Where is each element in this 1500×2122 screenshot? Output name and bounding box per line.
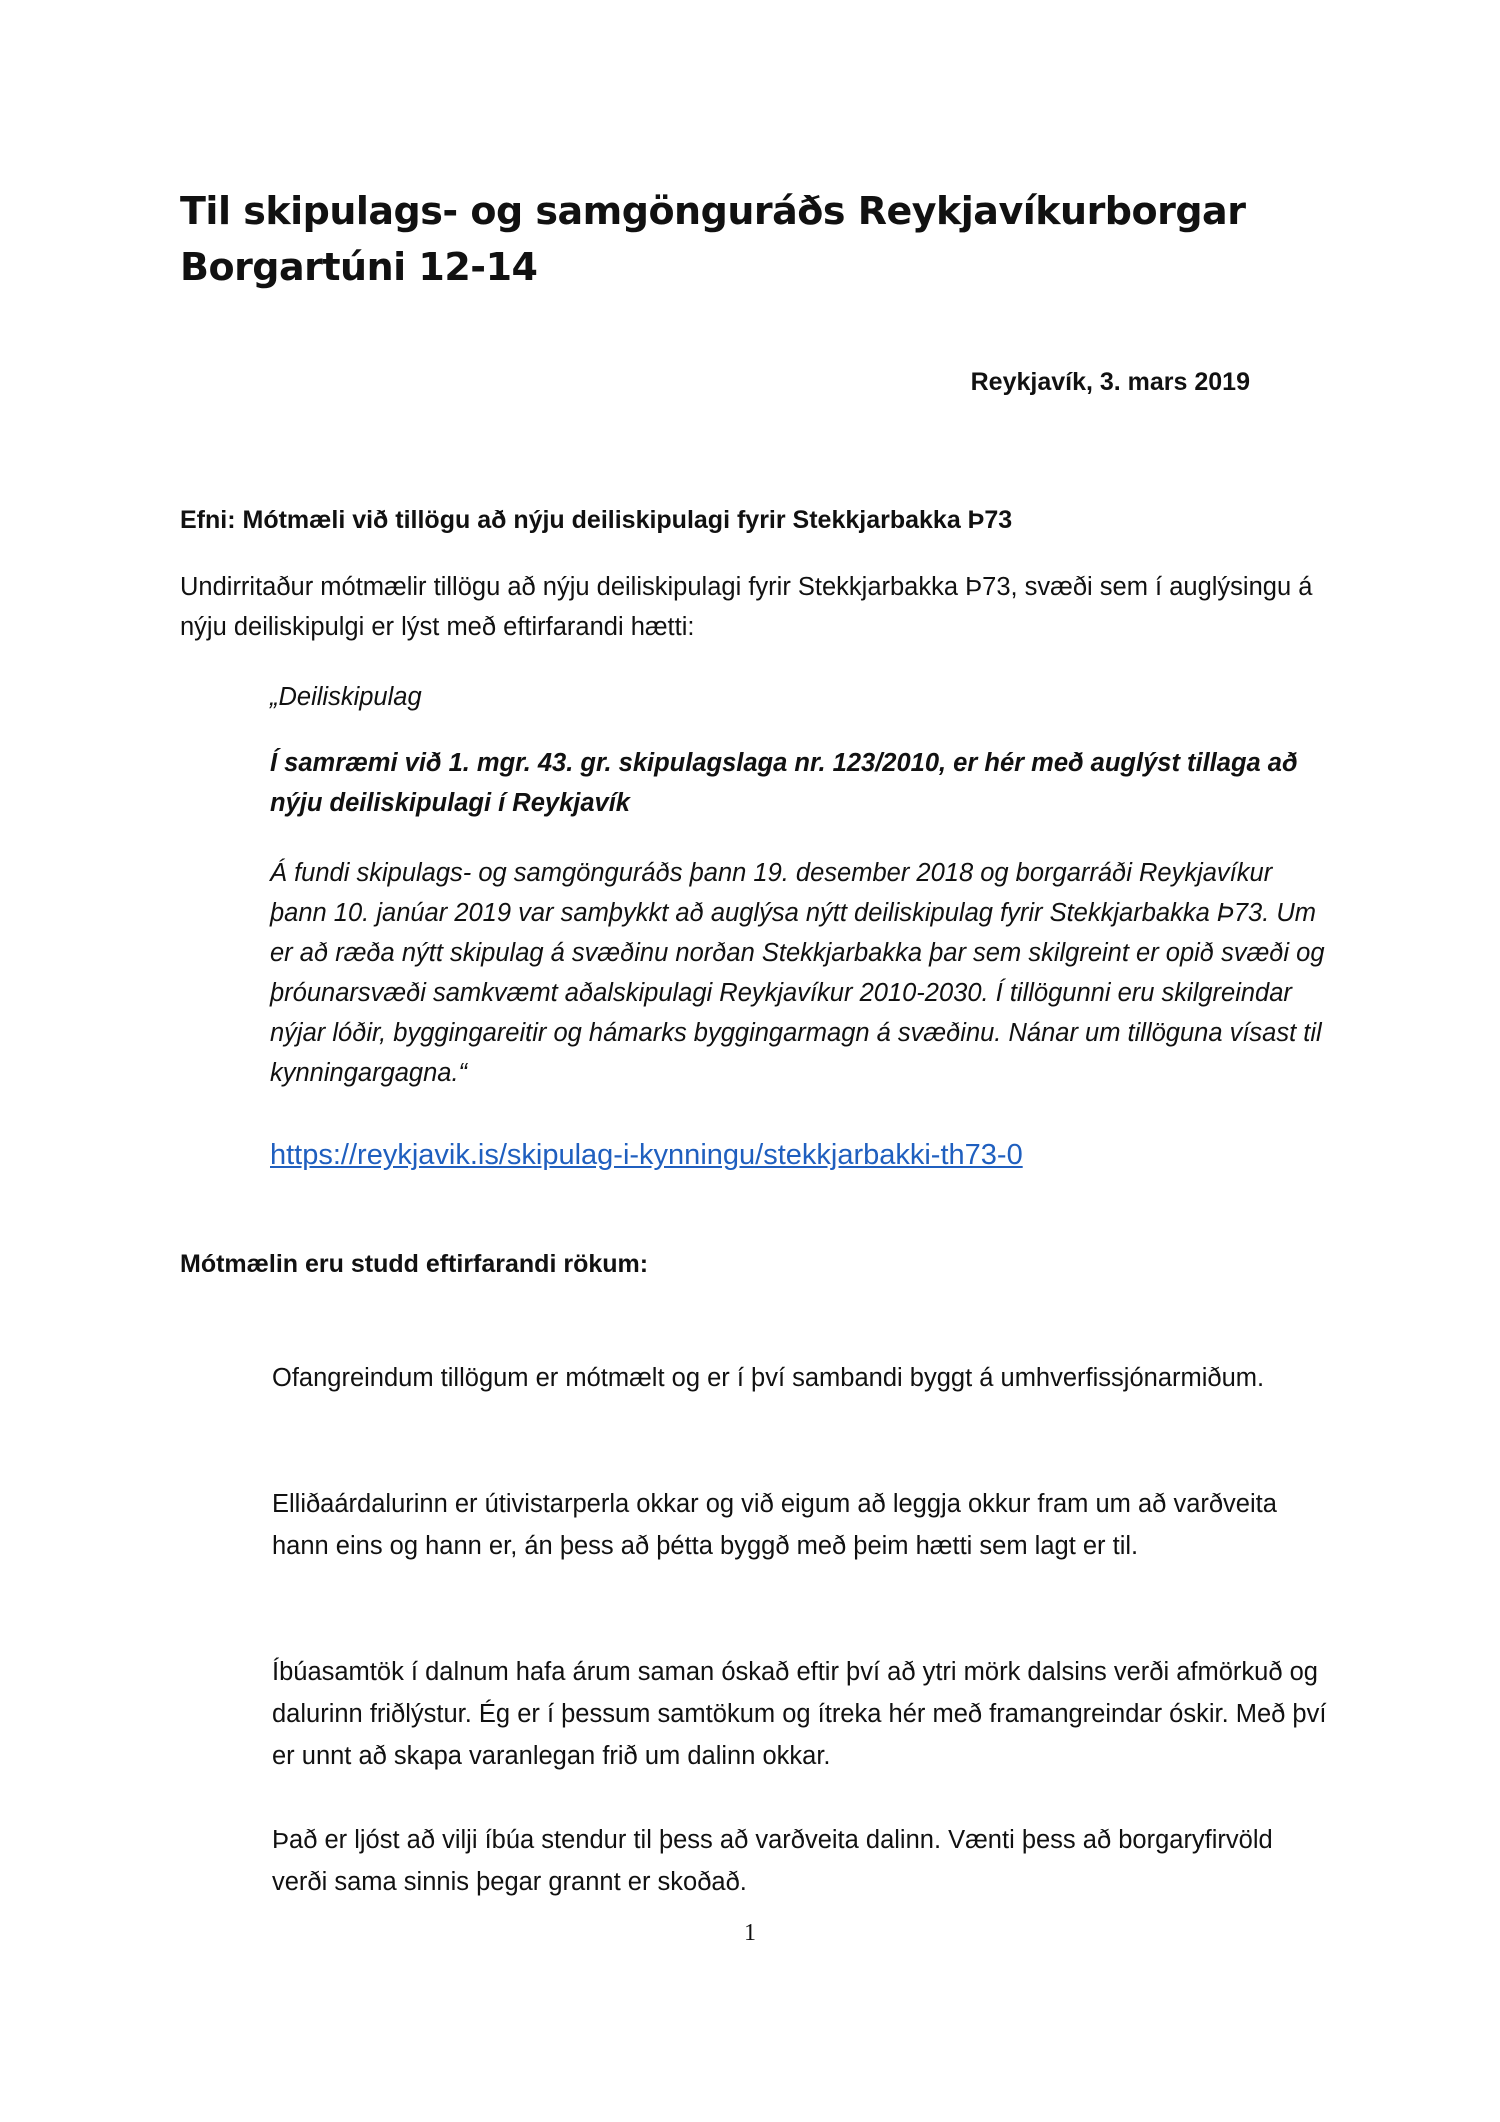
reason-paragraph: Elliðaárdalurinn er útivistarperla okkar og við eigum að leggja okkur fram um að varðveita hann eins og hann er, án þess að þétta byggð með þeim hætti sem lagt er til. [272, 1490, 1277, 1560]
letter-subject: Efni: Mótmæli við tillögu að nýju deiliskipulagi fyrir Stekkjarbakka Þ73 [180, 506, 1013, 534]
quote-bold-paragraph: Í samræmi við 1. mgr. 43. gr. skipulagslaga nr. 123/2010, er hér með auglýst tillaga að nýju deiliskipulagi í Reykjavík [270, 749, 1298, 817]
plan-link[interactable]: https://reykjavik.is/skipulag-i-kynningu/stekkjarbakki-th73-0 [270, 1139, 1023, 1171]
reason-paragraph: Það er ljóst að vilji íbúa stendur til þess að varðveita dalinn. Vænti þess að borgaryfirvöld verði sama sinnis þegar grannt er skoðað. [272, 1826, 1273, 1896]
page-number: 1 [744, 1920, 756, 1946]
reason-paragraph: Íbúasamtök í dalnum hafa árum saman óskað eftir því að ytri mörk dalsins verði afmörkuð og dalurinn friðlýstur. Ég er í þessum samtökum og ítreka hér með framangreindar óskir. Með því er unnt að skapa varanlegan frið um dalinn okkar. [272, 1658, 1327, 1770]
letter-date: Reykjavík, 3. mars 2019 [970, 368, 1250, 396]
intro-paragraph: Undirritaður mótmælir tillögu að nýju deiliskipulagi fyrir Stekkjarbakka Þ73, svæði sem í auglýsingu á nýju deiliskipulgi er lýst með eftirfarandi hætti: [180, 573, 1313, 641]
reason-paragraph: Ofangreindum tillögum er mótmælt og er í því sambandi byggt á umhverfissjónarmiðum. [272, 1364, 1265, 1392]
quote-body-paragraph: Á fundi skipulags- og samgönguráðs þann 19. desember 2018 og borgarráði Reykjavíkur þann 10. janúar 2019 var samþykkt að auglýsa nýtt deiliskipulag fyrir Stekkjarbakka Þ73. Um er að ræða nýtt skipulag á svæðinu norðan Stekkjarbakka þar sem skilgreint er opið svæði og þróunarsvæði samkvæmt aðalskipulagi Reykjavíkur 2010-2030. Í tillögunni eru skilgreindar nýjar lóðir, byggingareitir og hámarks byggingarmagn á svæðinu. Nánar um tillöguna vísast til kynningargagna.“ [270, 859, 1325, 1087]
recipient-address: Borgartúni 12-14 [180, 245, 538, 289]
quote-heading: „Deiliskipulag [270, 683, 422, 711]
reasons-heading: Mótmælin eru studd eftirfarandi rökum: [180, 1250, 649, 1278]
recipient-title: Til skipulags- og samgönguráðs Reykjavíkurborgar [180, 189, 1246, 233]
recipient-header [180, 183, 1320, 295]
